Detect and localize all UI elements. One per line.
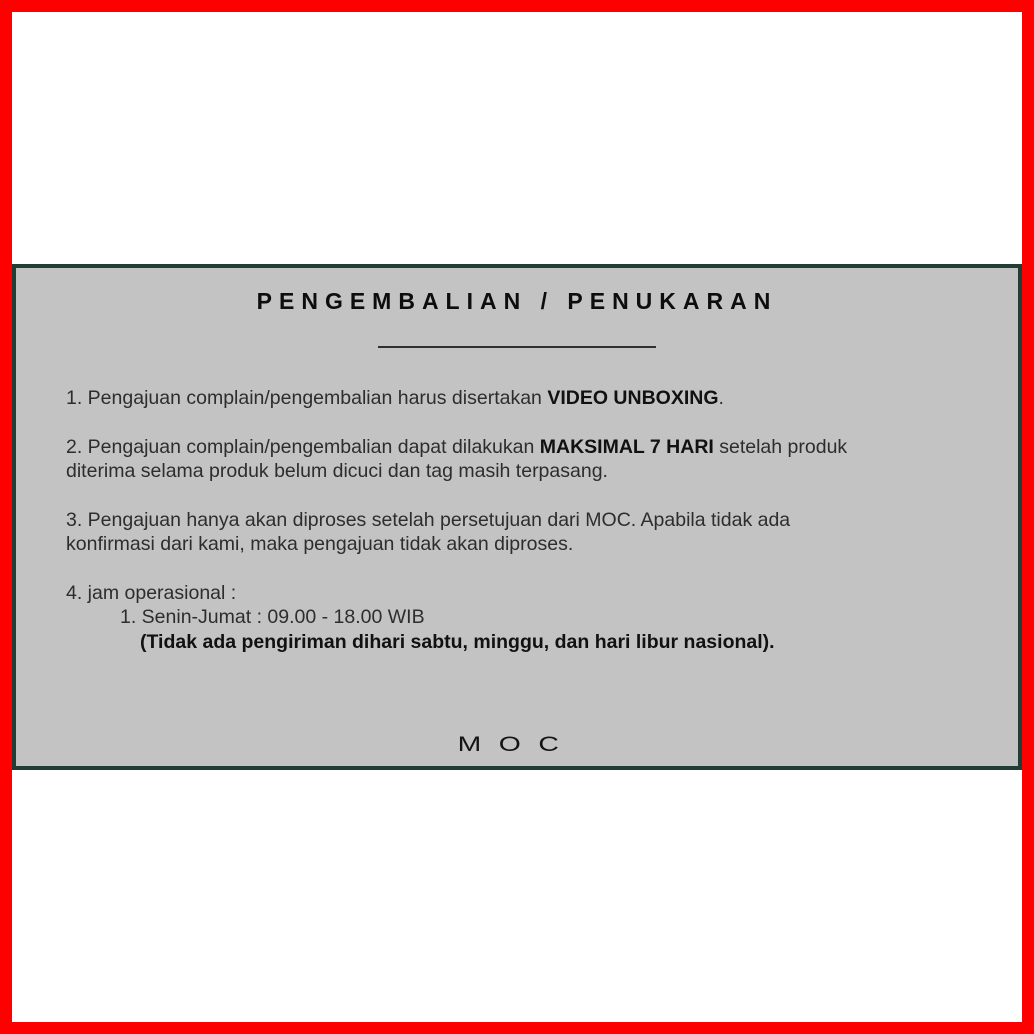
policy-rules (66, 386, 958, 654)
rule4-no-shipping-note: (Tidak ada pengiriman dihari sabtu, minggu, dan hari libur nasional). (140, 630, 775, 653)
rule2-bold-highlight: MAKSIMAL 7 HARI (539, 435, 714, 458)
rule1-bold-highlight: VIDEO UNBOXING (547, 387, 719, 409)
rule-approval-required (66, 508, 958, 557)
rule2-line2: diterima selama produk belum dicuci dan tag masih terpasang. (66, 460, 608, 482)
rule-video-unboxing (66, 386, 958, 411)
rule2-text-end: setelah produk (713, 435, 848, 458)
rule-operating-hours (66, 581, 958, 655)
rule3-line1: 3. Pengajuan hanya akan diproses setelah persetujuan dari MOC. Apabila tidak ada (66, 508, 791, 531)
rule3-line2: konfirmasi dari kami, maka pengajuan tidak akan diproses. (66, 533, 574, 555)
moc-logo: MOC (457, 733, 577, 756)
rule4-schedule: 1. Senin-Jumat : 09.00 - 18.00 WIB (120, 606, 425, 628)
rule4-heading: 4. jam operasional : (66, 581, 237, 604)
return-policy-panel (12, 264, 1022, 770)
page-title: PENGEMBALIAN / PENUKARAN (256, 288, 778, 314)
rule1-period: . (718, 387, 724, 409)
title-divider (378, 346, 656, 348)
rule-max-7-days (66, 435, 958, 484)
rule2-text: 2. Pengajuan complain/pengembalian dapat dilakukan (66, 435, 540, 458)
rule1-text: 1. Pengajuan complain/pengembalian harus disertakan (66, 387, 548, 409)
